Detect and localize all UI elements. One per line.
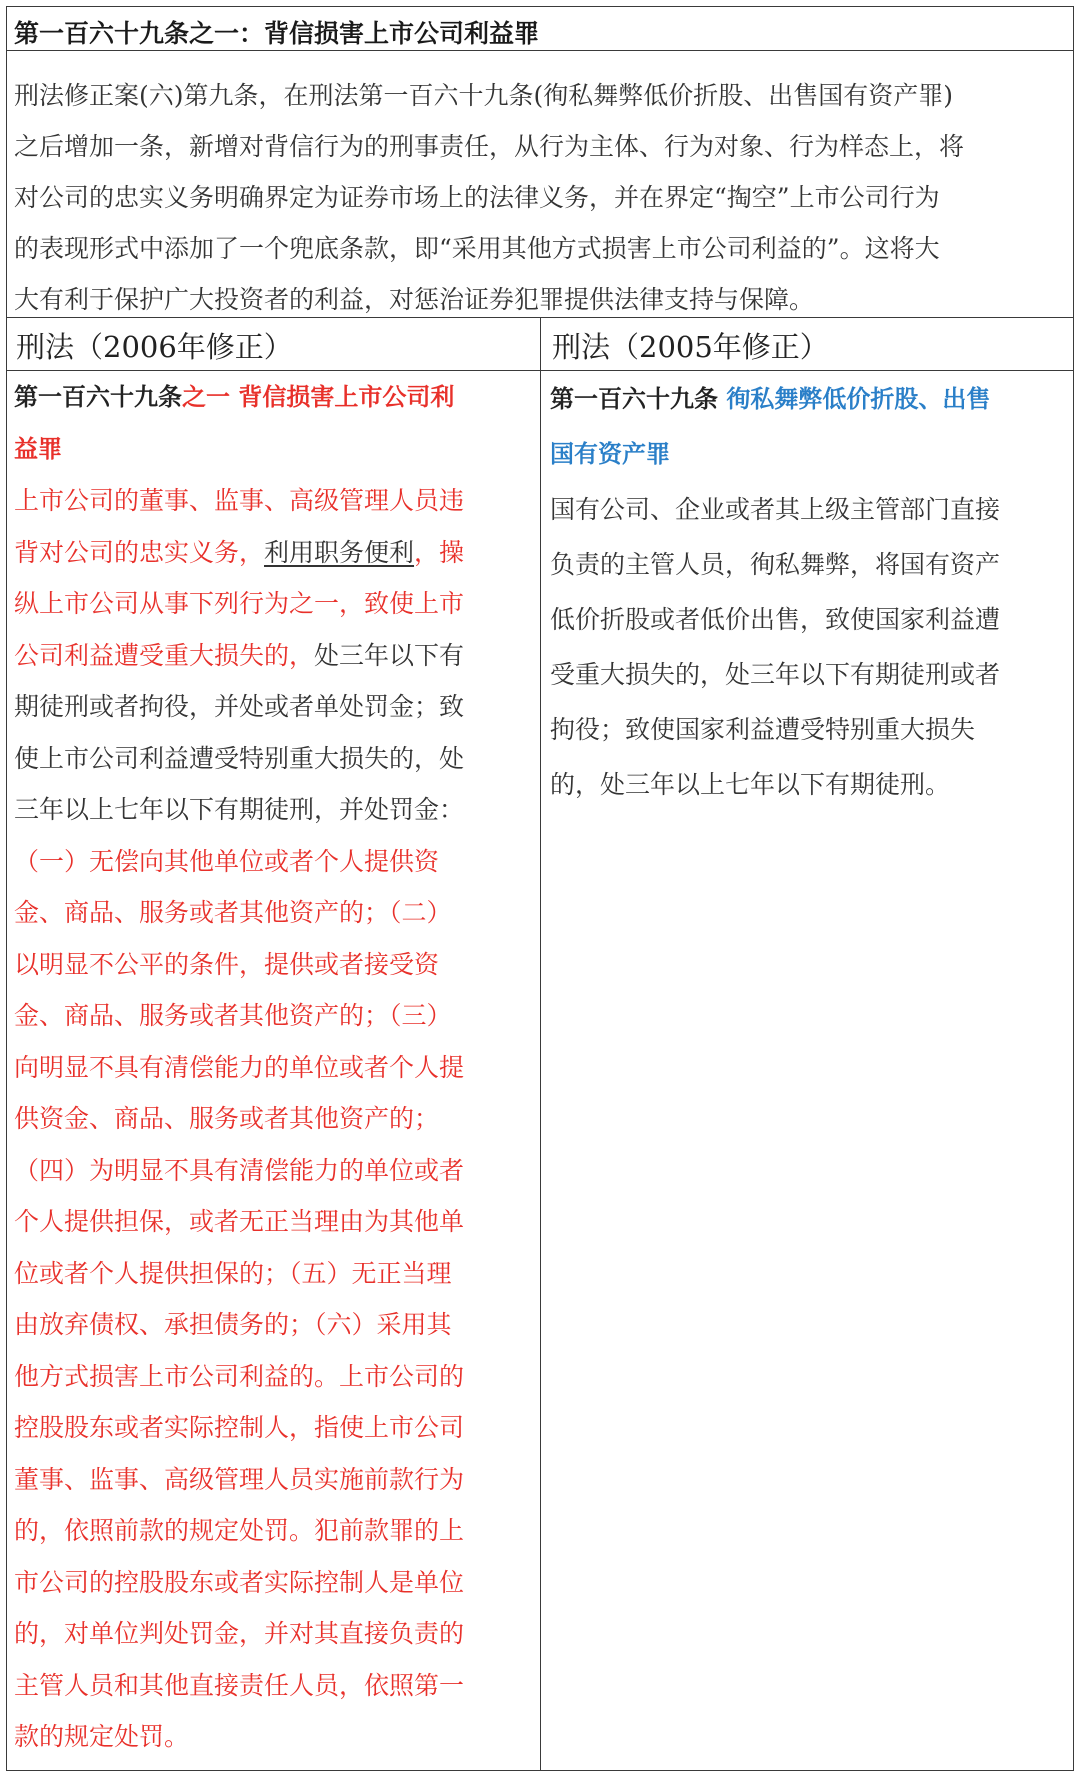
left-added-line: 金、商品、服务或者其他资产的；（二） <box>14 898 452 927</box>
left-added-line: 他方式损害上市公司利益的。上市公司的 <box>14 1361 465 1391</box>
table-title: 第一百六十九条之一：背信损害上市公司利益罪 <box>14 19 540 48</box>
left-added-line: 款的规定处罚。 <box>14 1722 190 1751</box>
right-article-heading <box>550 372 1060 427</box>
left-added-line: 供资金、商品、服务或者其他资产的； <box>14 1104 440 1133</box>
right-text-line: 的，处三年以上七年以下有期徒刑。 <box>550 770 951 799</box>
left-added-line: 董事、监事、高级管理人员实施前款行为 <box>14 1464 465 1494</box>
right-article-title-cont: 国有资产罪 <box>550 440 670 468</box>
right-text-line: 低价折股或者低价出售，致使国家利益遭 <box>550 605 1001 634</box>
left-added-line: 的，对单位判处罚金，并对其直接负责的 <box>14 1619 465 1648</box>
left-added-line: 向明显不具有清偿能力的单位或者个人提 <box>14 1052 465 1082</box>
left-text-fragment: 背对公司的忠实义务， <box>14 537 265 567</box>
left-added-line: 个人提供担保，或者无正当理由为其他单 <box>14 1207 465 1236</box>
column-divider <box>540 317 541 1770</box>
left-article-title-cont: 益罪 <box>14 434 62 463</box>
title-divider <box>7 50 1073 51</box>
left-added-line: 的，依照前款的规定处罚。犯前款罪的上 <box>14 1516 465 1545</box>
left-added-line: 控股股东或者实际控制人，指使上市公司 <box>14 1413 465 1442</box>
right-text-line: 受重大损失的，处三年以下有期徒刑或者 <box>550 660 1001 689</box>
right-text-line: 负责的主管人员，徇私舞弊，将国有资产 <box>550 550 1001 579</box>
underlined-phrase: 利用职务便利 <box>264 537 415 567</box>
intro-line: 大有利于保护广大投资者的利益，对惩治证券犯罪提供法律支持与保障。 <box>14 285 815 314</box>
left-column-text <box>14 372 514 1763</box>
left-text-fragment: 公司利益遭受重大损失的， <box>14 640 315 670</box>
left-added-line: 由放弃债权、承担债务的；（六）采用其 <box>14 1310 452 1339</box>
left-text-fragment: 处三年以下有 <box>314 640 465 670</box>
intro-line: 刑法修正案(六)第九条，在刑法第一百六十九条(徇私舞弊低价折股、出售国有资产罪) <box>14 81 954 110</box>
left-text-fragment: ，操 <box>414 537 465 567</box>
right-column-text <box>550 372 1060 812</box>
left-added-line: 以明显不公平的条件，提供或者接受资 <box>14 949 440 979</box>
right-text-line: 拘役；致使国家利益遭受特别重大损失 <box>550 715 976 744</box>
left-added-line: （四）为明显不具有清偿能力的单位或者 <box>14 1155 465 1185</box>
left-added-line: 金、商品、服务或者其他资产的；（三） <box>14 1001 452 1030</box>
left-added-line: 市公司的控股股东或者实际控制人是单位 <box>14 1567 465 1597</box>
right-article-number: 第一百六十九条 <box>550 385 718 413</box>
intro-line: 之后增加一条，新增对背信行为的刑事责任，从行为主体、行为对象、行为样态上，将 <box>14 132 965 161</box>
intro-paragraph <box>14 70 1054 325</box>
left-article-heading <box>14 372 514 424</box>
left-article-title: 之一 背信损害上市公司利 <box>182 383 455 411</box>
left-text-line: 三年以上七年以下有期徒刑，并处罚金： <box>14 795 465 824</box>
right-article-title: 徇私舞弊低价折股、出售 <box>726 385 991 413</box>
left-text-line: 纵上市公司从事下列行为之一，致使上市 <box>14 589 465 618</box>
left-text-line: 使上市公司利益遭受特别重大损失的，处 <box>14 743 465 773</box>
left-added-line: 主管人员和其他直接责任人员，依照第一 <box>14 1670 465 1700</box>
left-text-line: 期徒刑或者拘役，并处或者单处罚金；致 <box>14 692 465 721</box>
left-text-line: 上市公司的董事、监事、高级管理人员违 <box>14 486 465 515</box>
left-column-header: 刑法（2006年修正） <box>16 330 293 364</box>
intro-line: 的表现形式中添加了一个兜底条款，即“采用其他方式损害上市公司利益的”。这将大 <box>14 234 940 263</box>
intro-line: 对公司的忠实义务明确界定为证券市场上的法律义务，并在界定“掏空”上市公司行为 <box>14 183 940 212</box>
left-added-line: （一）无偿向其他单位或者个人提供资 <box>14 846 440 876</box>
left-text-line <box>14 527 514 579</box>
left-text-line <box>14 630 514 682</box>
left-added-line: 位或者个人提供担保的；（五）无正当理 <box>14 1258 452 1288</box>
right-column-header: 刑法（2005年修正） <box>552 330 829 364</box>
right-text-line: 国有公司、企业或者其上级主管部门直接 <box>550 495 1001 524</box>
left-article-number: 第一百六十九条 <box>14 383 182 411</box>
